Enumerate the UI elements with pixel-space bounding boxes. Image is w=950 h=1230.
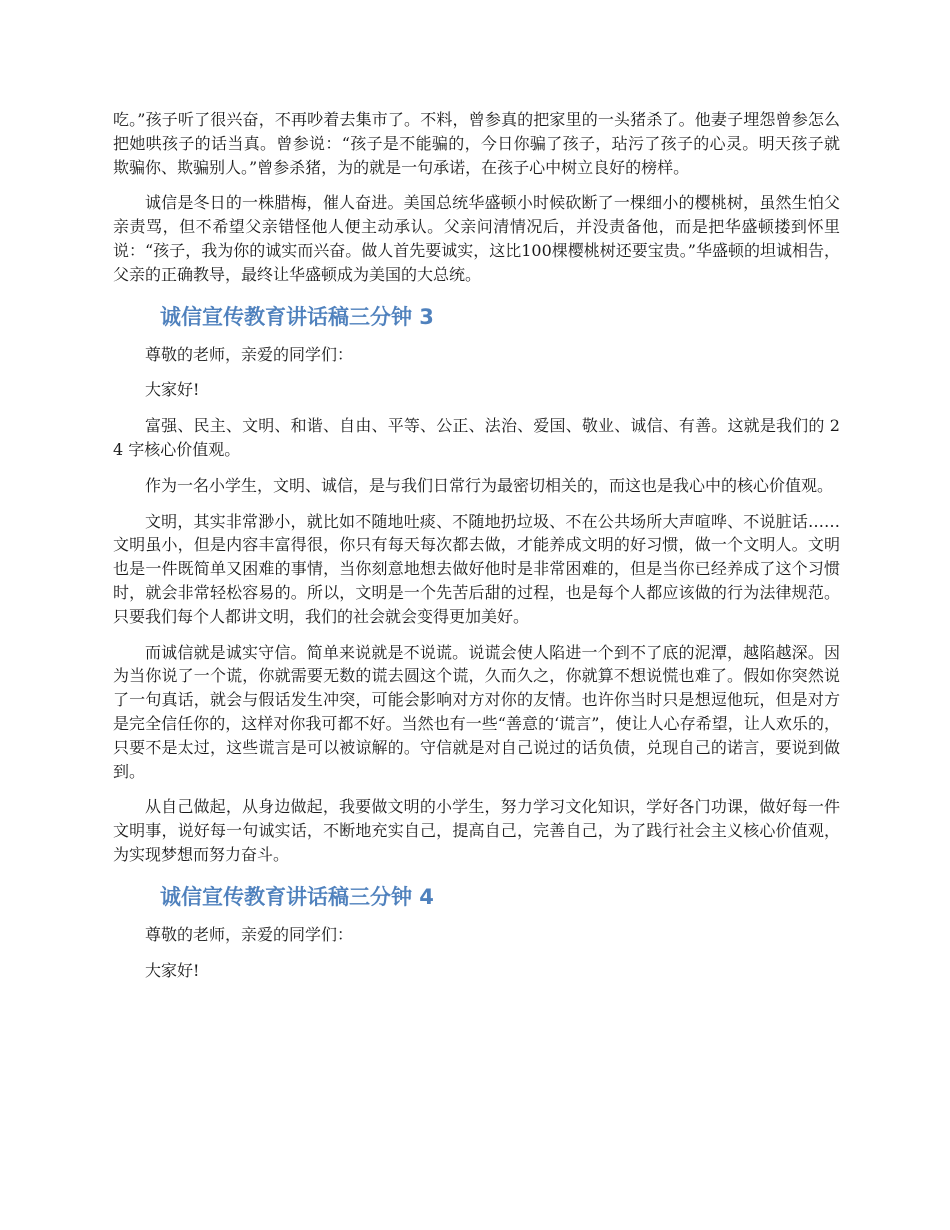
paragraph-core-values: 富强、民主、文明、和谐、自由、平等、公正、法治、爱国、敬业、诚信、有善。这就是我们的 24 字核心价值观。: [113, 416, 840, 459]
greeting-line: 尊敬的老师，亲爱的同学们：: [145, 344, 354, 364]
document-page: [113, 108, 840, 994]
hello-line: 大家好!: [145, 960, 200, 980]
paragraph-zengshen-story-end: 吃。”孩子听了很兴奋，不再吵着去集市了。不料，曾参真的把家里的一头猪杀了。他妻子埋怨曾参怎么把她哄孩子的话当真。曾参说：“孩子是不能骗的，今日你骗了孩子，玷污了孩子的心灵。明天孩子就欺骗你、欺骗别人。”曾参杀猪，为的就是一句承诺，在孩子心中树立良好的榜样。: [113, 110, 840, 177]
greeting-line: 尊敬的老师，亲爱的同学们：: [145, 924, 354, 944]
paragraph-honesty: 而诚信就是诚实守信。简单来说就是不说谎。说谎会使人陷进一个到不了底的泥潭，越陷越深。因为当你说了一个谎，你就需要无数的谎去圆这个谎，久而久之，你就算不想说慌也难了。假如你突然说了一句真话，就会与假话发生冲突，可能会影响对方对你的友情。也许你当时只是想逗他玩，但是对方是完全信任你的，这样对你我可都不好。当然也有一些“善意的‘谎言”，使让人心存希望，让人欢乐的，只要不是太过，这些谎言是可以被谅解的。守信就是对自己说过的话负债，兑现自己的诺言，要说到做到。: [113, 642, 840, 781]
paragraph-student-values: 作为一名小学生，文明、诚信，是与我们日常行为最密切相关的，而这也是我心中的核心价值观。: [145, 475, 834, 495]
section-heading-3: 诚信宣传教育讲话稿三分钟 3: [160, 304, 434, 329]
paragraph-resolution: 从自己做起，从身边做起，我要做文明的小学生，努力学习文化知识，学好各门功课，做好每一件文明事，说好每一句诚实话，不断地充实自己，提高自己，完善自己，为了践行社会主义核心价值观，为实现梦想而努力奋斗。: [113, 797, 840, 864]
paragraph-civility: 文明，其实非常渺小，就比如不随地吐痰、不随地扔垃圾、不在公共场所大声喧哗、不说脏话……文明虽小，但是内容丰富得很，你只有每天每次都去做，才能养成文明的好习惯，做一个文明人。文明也是一件既简单又困难的事情，当你刻意地想去做好他时是非常困难的，但是当你已经养成了这个习惯时，就会非常轻松容易的。所以，文明是一个先苦后甜的过程，也是每个人都应该做的行为法律规范。只要我们每个人都讲文明，我们的社会就会变得更加美好。: [113, 511, 840, 626]
paragraph-washington-story: 诚信是冬日的一株腊梅，催人奋进。美国总统华盛顿小时候砍断了一棵细小的樱桃树，虽然生怕父亲责骂，但不希望父亲错怪他人便主动承认。父亲问清情况后，并没责备他，而是把华盛顿搂到怀里说：“孩子，我为你的诚实而兴奋。做人首先要诚实，这比100棵樱桃树还要宝贵。”华盛顿的坦诚相告，父亲的正确教导，最终让华盛顿成为美国的大总统。: [113, 193, 840, 284]
hello-line: 大家好!: [145, 380, 200, 400]
section-heading-4: 诚信宣传教育讲话稿三分钟 4: [160, 884, 434, 909]
